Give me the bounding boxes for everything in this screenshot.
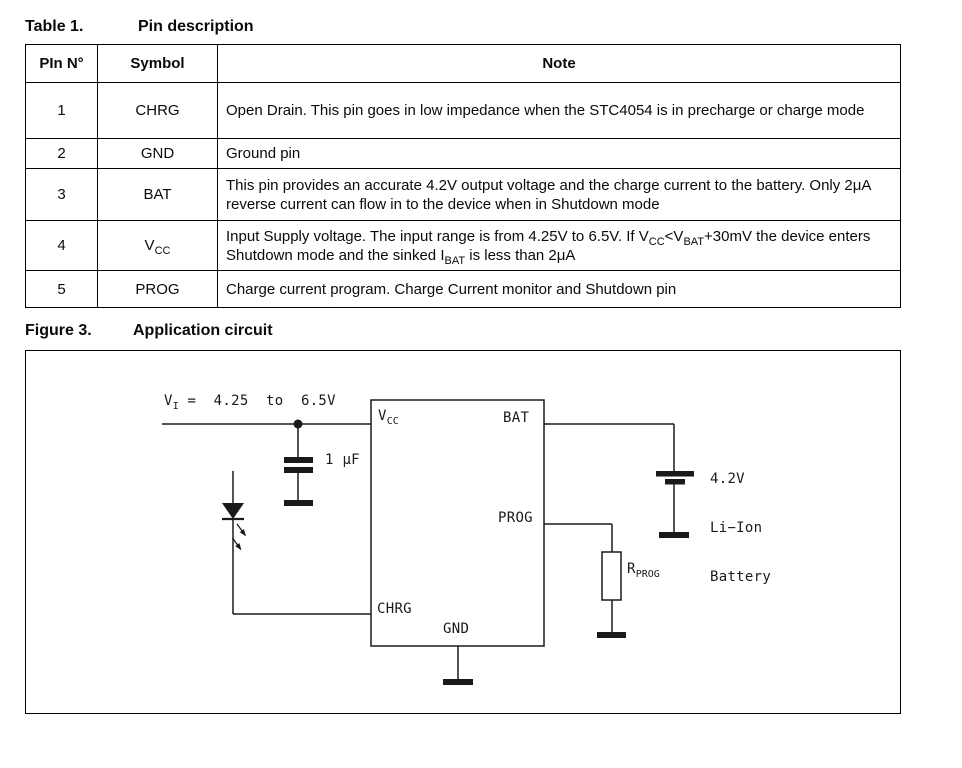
bat-pin-label: BAT bbox=[503, 410, 530, 426]
battery-label-line: 4.2V bbox=[710, 471, 745, 487]
resistor-icon bbox=[602, 552, 621, 600]
pin-symbol: GND bbox=[98, 139, 218, 169]
ground-icon bbox=[659, 532, 689, 538]
application-circuit-figure bbox=[25, 350, 901, 714]
pin-description-table bbox=[25, 44, 901, 308]
note-sub: CC bbox=[648, 235, 665, 248]
pin-number: 5 bbox=[26, 271, 98, 308]
vin-sub: I bbox=[172, 400, 179, 412]
vin-rest: = 4.25 to 6.5V bbox=[178, 393, 336, 409]
table-row bbox=[26, 221, 901, 271]
figure-caption-label: Figure 3. bbox=[25, 322, 92, 339]
header-symbol: Symbol bbox=[98, 45, 218, 83]
ground-icon bbox=[284, 500, 313, 506]
note-part: +30mV the device enters Shutdown mode and the sinked I bbox=[226, 227, 871, 264]
input-voltage-label bbox=[164, 393, 336, 412]
pin-number: 1 bbox=[26, 83, 98, 139]
vcc-sub: CC bbox=[386, 415, 399, 427]
pin-number: 3 bbox=[26, 169, 98, 221]
ground-icon bbox=[443, 679, 473, 685]
junction-dot bbox=[294, 420, 303, 429]
table-row bbox=[26, 139, 901, 169]
note-part: <V bbox=[664, 227, 684, 245]
capacitor-icon bbox=[284, 467, 313, 473]
rprog-base: R bbox=[627, 561, 636, 577]
pin-symbol-vcc bbox=[98, 221, 218, 271]
table-caption-text: Pin description bbox=[138, 18, 254, 35]
capacitor-icon bbox=[284, 457, 313, 463]
battery-icon bbox=[656, 471, 694, 477]
header-pin: PIn N° bbox=[26, 45, 98, 83]
pin-symbol: CHRG bbox=[98, 83, 218, 139]
figure-caption bbox=[25, 322, 273, 340]
table-caption bbox=[25, 18, 254, 36]
capacitor-value-label: 1 μF bbox=[325, 452, 360, 468]
pin-number: 2 bbox=[26, 139, 98, 169]
table-caption-label: Table 1. bbox=[25, 18, 84, 35]
led-icon bbox=[222, 503, 244, 519]
vcc-pin-label bbox=[378, 408, 399, 427]
pin-note: Ground pin bbox=[218, 139, 901, 169]
note-part: Input Supply voltage. The input range is from 4.25V to 6.5V. If V bbox=[226, 227, 649, 245]
pin-symbol: BAT bbox=[98, 169, 218, 221]
led-light-arrow bbox=[237, 524, 245, 535]
vcc-base: V bbox=[378, 408, 387, 424]
note-part: is less than 2μA bbox=[465, 246, 576, 264]
table-row bbox=[26, 271, 901, 308]
pin-symbol: PROG bbox=[98, 271, 218, 308]
battery-label-line: Battery bbox=[710, 569, 772, 585]
note-sub: BAT bbox=[683, 235, 705, 248]
battery-label-line: Li−Ion bbox=[710, 520, 763, 536]
pin-note: Open Drain. This pin goes in low impedance when the STC4054 is in precharge or charge mode bbox=[218, 83, 901, 139]
table-header-row bbox=[26, 45, 901, 83]
battery-icon bbox=[665, 479, 685, 485]
pin-note: Charge current program. Charge Current monitor and Shutdown pin bbox=[218, 271, 901, 308]
vin-base: V bbox=[164, 393, 173, 409]
rprog-label bbox=[627, 561, 660, 580]
prog-pin-label: PROG bbox=[498, 510, 533, 526]
gnd-pin-label: GND bbox=[443, 621, 470, 637]
ground-icon bbox=[597, 632, 626, 638]
pin-number: 4 bbox=[26, 221, 98, 271]
vcc-sub: CC bbox=[154, 245, 171, 257]
battery-label bbox=[710, 439, 771, 618]
table-row bbox=[26, 169, 901, 221]
figure-caption-text: Application circuit bbox=[133, 322, 273, 339]
rprog-sub: PROG bbox=[635, 568, 660, 580]
chrg-pin-label: CHRG bbox=[377, 601, 412, 617]
header-note: Note bbox=[218, 45, 901, 83]
pin-note: This pin provides an accurate 4.2V output voltage and the charge current to the battery. Only 2μA reverse current can flow in to the device when in Shutdown mode bbox=[218, 169, 901, 221]
note-sub: BAT bbox=[444, 254, 466, 267]
vcc-base: V bbox=[144, 237, 155, 254]
pin-note bbox=[218, 221, 901, 271]
table-row bbox=[26, 83, 901, 139]
